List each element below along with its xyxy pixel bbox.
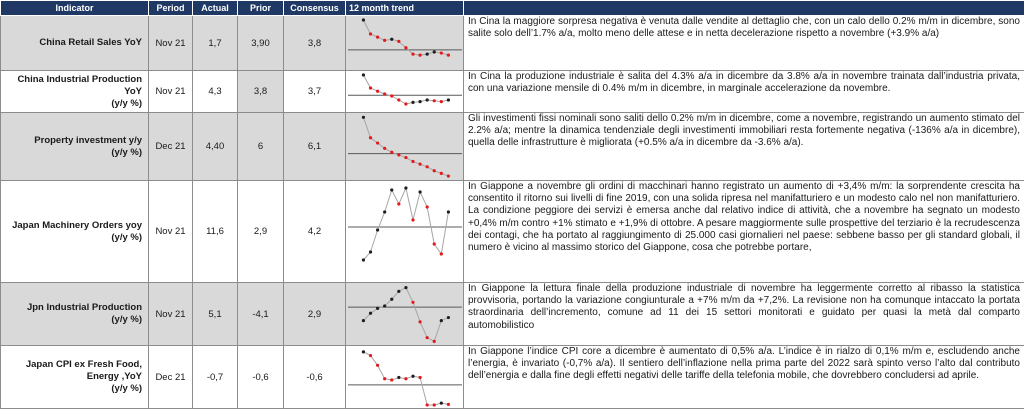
indicator-cell: [1, 16, 149, 71]
trend-cell: [346, 346, 464, 409]
trend-point: [447, 53, 450, 56]
indicator-cell: [1, 113, 149, 181]
trend-point: [376, 35, 379, 38]
table-row: [1, 113, 1024, 181]
trend-cell: [346, 16, 464, 71]
consensus-cell: 3,8: [284, 16, 346, 71]
trend-point: [404, 155, 407, 158]
prior-cell: 2,9: [238, 181, 284, 283]
trend-point: [390, 378, 393, 381]
trend-point: [390, 37, 393, 40]
trend-point: [418, 53, 421, 56]
trend-point: [404, 377, 407, 380]
indicator-cell: [1, 283, 149, 346]
trend-point: [426, 403, 429, 406]
trend-point: [362, 258, 365, 261]
trend-point: [404, 46, 407, 49]
actual-cell: 1,7: [193, 16, 238, 71]
indicator-name: China Industrial Production YoY: [1, 74, 142, 98]
trend-point: [397, 39, 400, 42]
trend-sparkline: [346, 347, 464, 408]
trend-sparkline: [346, 182, 464, 282]
indicator-cell: [1, 346, 149, 409]
trend-point: [397, 98, 400, 101]
trend-point: [440, 401, 443, 404]
trend-point: [369, 136, 372, 139]
trend-point: [390, 297, 393, 300]
description-cell: In Cina la produzione industriale è salita del 4.3% a/a in dicembre da 3.8% a/a in novembre trainata dall’industria privata, con una variazione mensile di 0.4% m/m in dicembre, in marginale accelerazione da novembre.: [464, 71, 1024, 113]
trend-point: [376, 228, 379, 231]
trend-point: [426, 98, 429, 101]
indicator-name: (y/y %): [1, 232, 142, 244]
trend-point: [397, 202, 400, 205]
prior-cell: 3,90: [238, 16, 284, 71]
description-cell: In Giappone a novembre gli ordini di macchinari hanno registrato un aumento di +3,4% m/m: la sorprendente crescita ha consentito il ritorno sui livelli di fine 2019, con una solida ripresa nel manifatturiero e un modesto calo nel non manifatturiero. La condizione peggiore dei servizi è emersa anche dal relativo indice di attività, che a novembre ha segnato un modesto +0,4% m/m contro +1% stimato e +1,9% di ottobre. A pesare maggiormente sulle prospettive del terziario è la recrudescenza dei contagi, che ha portato al raggiungimento di 25.000 casi giornalieri nel paese: sebbene basso per gli standard globali, il numero è vicino al massimo storico del Giappone, cosa che potrebbe portare,: [464, 181, 1024, 283]
indicator-name: (y/y %): [1, 147, 142, 159]
description-cell: Gli investimenti fissi nominali sono saliti dello 0.2% m/m in dicembre, come a novembre, registrando un aumento stimato del 2.2% a/a; mentre la dinamica tendenziale degli investimenti immobiliari resta fortemente negativa (-136% a/a in dicembre), quella delle infrastrutture è migliorata (+0.5% a/a in dicembre da -3.6% a/a).: [464, 113, 1024, 181]
indicator-name: Property investment y/y: [1, 135, 142, 147]
actual-cell: -0,7: [193, 346, 238, 409]
trend-point: [433, 403, 436, 406]
trend-point: [397, 375, 400, 378]
trend-point: [383, 38, 386, 41]
trend-cell: [346, 71, 464, 113]
trend-point: [369, 86, 372, 89]
trend-point: [440, 100, 443, 103]
trend-point: [440, 319, 443, 322]
trend-point: [390, 188, 393, 191]
trend-point: [433, 99, 436, 102]
trend-point: [411, 100, 414, 103]
trend-point: [404, 186, 407, 189]
trend-point: [376, 363, 379, 366]
trend-cell: [346, 113, 464, 181]
indicator-name: Japan Machinery Orders yoy: [1, 220, 142, 232]
trend-point: [404, 286, 407, 289]
table-row: [1, 71, 1024, 113]
consensus-cell: 6,1: [284, 113, 346, 181]
header-description: [464, 1, 1024, 16]
header-actual: Actual: [193, 1, 238, 16]
trend-point: [440, 252, 443, 255]
trend-sparkline: [346, 72, 464, 112]
trend-point: [376, 89, 379, 92]
trend-point: [404, 102, 407, 105]
trend-point: [397, 153, 400, 156]
table-row: [1, 346, 1024, 409]
trend-point: [447, 315, 450, 318]
description-cell: In Giappone la lettura finale della produzione industriale di novembre ha leggermente corretto al ribasso la statistica provvisoria, portando la variazione congiunturale a +7% m/m da +7,2%. La revisione non ha comunque intaccato la portata straordinaria dell’incremento, comune ad 11 dei 15 settori monitorati e guidato per quasi la metà dal comparto automobilistico: [464, 283, 1024, 346]
trend-point: [376, 306, 379, 309]
trend-point: [433, 339, 436, 342]
trend-point: [362, 319, 365, 322]
trend-point: [369, 250, 372, 253]
trend-sparkline: [346, 17, 464, 70]
table-row: [1, 181, 1024, 283]
trend-point: [383, 92, 386, 95]
header-prior: Prior: [238, 1, 284, 16]
trend-point: [418, 320, 421, 323]
trend-point: [418, 100, 421, 103]
indicator-name: China Retail Sales YoY: [1, 37, 142, 49]
trend-line: [363, 117, 448, 176]
trend-point: [390, 150, 393, 153]
actual-cell: 4,3: [193, 71, 238, 113]
trend-point: [440, 51, 443, 54]
indicator-name: Japan CPI ex Fresh Food, Energy ,YoY: [1, 359, 142, 383]
prior-cell: -4,1: [238, 283, 284, 346]
trend-point: [411, 374, 414, 377]
trend-point: [426, 165, 429, 168]
period-cell: Nov 21: [149, 283, 193, 346]
trend-point: [369, 353, 372, 356]
period-cell: Dec 21: [149, 346, 193, 409]
actual-cell: 11,6: [193, 181, 238, 283]
consensus-cell: -0,6: [284, 346, 346, 409]
prior-cell: 3,8: [238, 71, 284, 113]
trend-line: [363, 287, 448, 341]
trend-point: [383, 210, 386, 213]
header-indicator: Indicator: [1, 1, 149, 16]
description-cell: In Cina la maggiore sorpresa negativa è venuta dalle vendite al dettaglio che, con un calo dello 0.2% m/m in dicembre, sono salite solo dell’1.7% a/a, molto meno delle attese e in netta decelerazione rispetto a novembre (+3.9% a/a): [464, 16, 1024, 71]
trend-point: [440, 171, 443, 174]
trend-point: [390, 94, 393, 97]
period-cell: Nov 21: [149, 16, 193, 71]
trend-point: [433, 50, 436, 53]
trend-point: [447, 210, 450, 213]
trend-sparkline: [346, 114, 464, 180]
consensus-cell: 2,9: [284, 283, 346, 346]
trend-point: [411, 300, 414, 303]
trend-point: [383, 304, 386, 307]
trend-point: [426, 52, 429, 55]
trend-point: [383, 146, 386, 149]
actual-cell: 5,1: [193, 283, 238, 346]
trend-point: [418, 162, 421, 165]
consensus-cell: 4,2: [284, 181, 346, 283]
trend-line: [363, 75, 448, 104]
consensus-cell: 3,7: [284, 71, 346, 113]
trend-point: [426, 336, 429, 339]
trend-point: [418, 190, 421, 193]
trend-point: [383, 377, 386, 380]
prior-cell: 6: [238, 113, 284, 181]
trend-point: [433, 242, 436, 245]
table-row: [1, 16, 1024, 71]
trend-point: [447, 98, 450, 101]
trend-point: [369, 32, 372, 35]
header-row: [1, 1, 1024, 16]
indicator-name: (y/y %): [1, 98, 142, 110]
trend-cell: [346, 283, 464, 346]
actual-cell: 4,40: [193, 113, 238, 181]
prior-cell: -0,6: [238, 346, 284, 409]
trend-point: [376, 141, 379, 144]
indicator-cell: [1, 181, 149, 283]
trend-point: [411, 218, 414, 221]
trend-point: [362, 115, 365, 118]
trend-point: [447, 402, 450, 405]
description-cell: In Giappone l’indice CPI core a dicembre è aumentato di 0,5% a/a. L’indice è in rialzo di 0,1% m/m e, escludendo anche l’energia, è invariato (-0,7% a/a). Il sentiero dell’inflazione nella prima parte del 2022 sarà spinto verso l’alto dal contributo dell’energia e dalla fine degli effetti negativi delle tariffe della telefonia mobile, che dovrebbero concludersi ad aprile.: [464, 346, 1024, 409]
trend-point: [362, 18, 365, 21]
trend-point: [369, 311, 372, 314]
indicator-name: (y/y %): [1, 314, 142, 326]
trend-point: [397, 289, 400, 292]
trend-point: [411, 52, 414, 55]
trend-point: [362, 350, 365, 353]
trend-line: [363, 188, 448, 260]
trend-cell: [346, 181, 464, 283]
trend-point: [362, 73, 365, 76]
trend-point: [447, 174, 450, 177]
period-cell: Nov 21: [149, 71, 193, 113]
period-cell: Nov 21: [149, 181, 193, 283]
trend-point: [426, 205, 429, 208]
trend-point: [433, 169, 436, 172]
header-consensus: Consensus: [284, 1, 346, 16]
header-period: Period: [149, 1, 193, 16]
indicator-name: Jpn Industrial Production: [1, 302, 142, 314]
indicator-cell: [1, 71, 149, 113]
table-row: [1, 283, 1024, 346]
header-trend: 12 month trend: [346, 1, 464, 16]
period-cell: Dec 21: [149, 113, 193, 181]
trend-sparkline: [346, 284, 464, 345]
trend-point: [418, 375, 421, 378]
trend-point: [411, 159, 414, 162]
indicator-name: (y/y %): [1, 383, 142, 395]
